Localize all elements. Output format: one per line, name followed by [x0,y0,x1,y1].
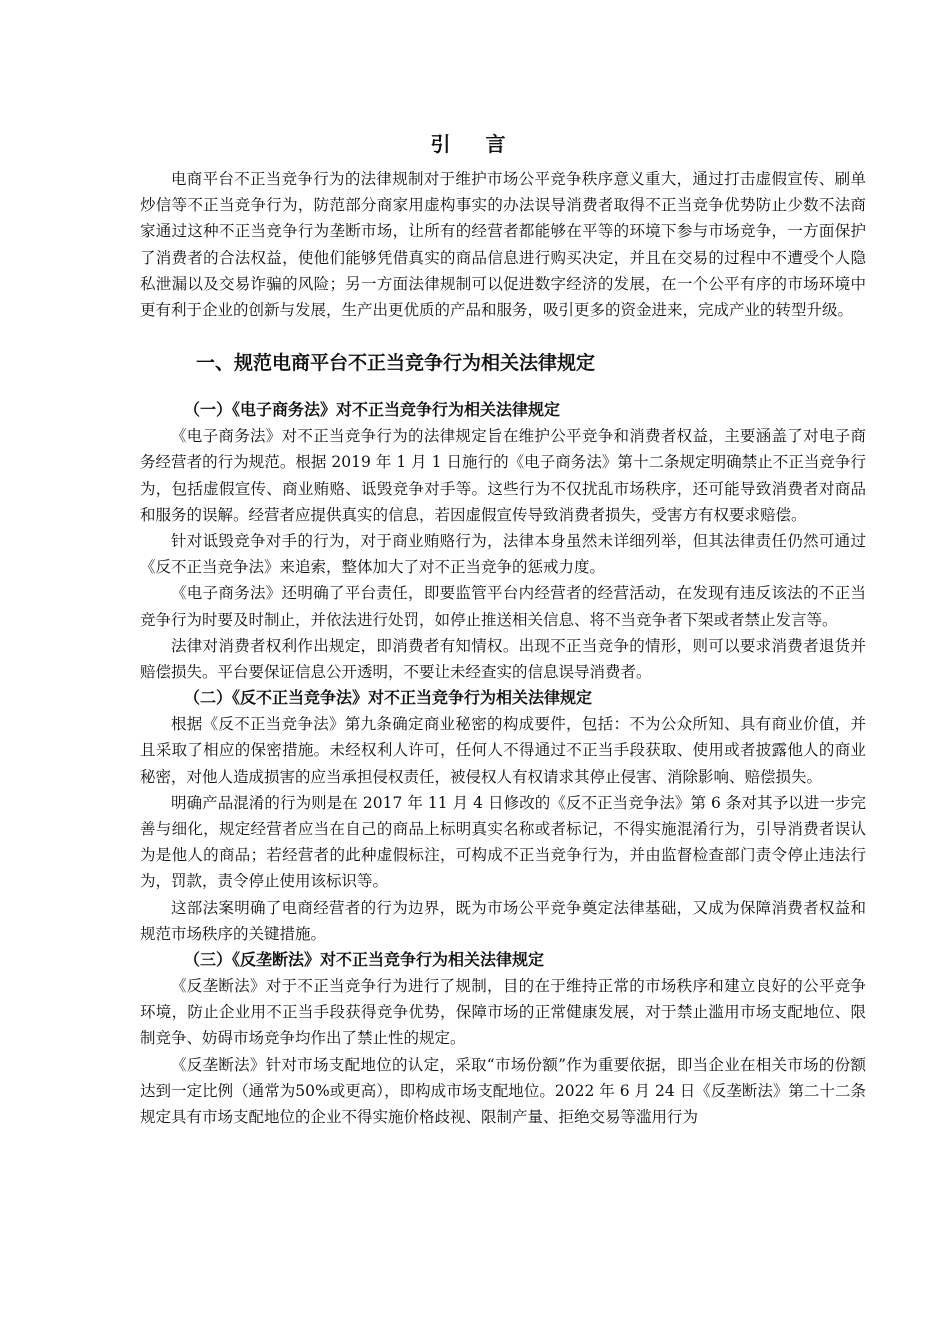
paragraph: 明确产品混淆的行为则是在 2017 年 11 月 4 日修改的《反不正当竞争法》第 6 条对其予以进一步完善与细化，规定经营者应当在自己的商品上标明真实名称或者标记，不得实施混淆行为，引导消费者误认为是他人的商品；若经营者的此种虚假标注，可构成不正当竞争行为，并由监督检查部门责令停止违法行为，罚款，责令停止使用该标识等。 [140,793,866,891]
subsection-heading-3: （三）《反垄断法》对不正当竞争行为相关法律规定 [184,950,545,970]
paragraph: 《反垄断法》针对市场支配地位的认定，采取“市场份额”作为重要依据，即当企业在相关市场的份额达到一定比例（通常为50%或更高），即构成市场支配地位。2022 年 6 月 24 日《反垄断法》第二十二条规定具有市场支配地位的企业不得实施价格歧视、限制产量、拒绝交易等滥用行为 [140,1055,866,1127]
paragraph: 根据《反不正当竞争法》第九条确定商业秘密的构成要件，包括：不为公众所知、具有商业价值，并且采取了相应的保密措施。未经权利人许可，任何人不得通过不正当手段获取、使用或者披露他人的商业秘密，对他人造成损害的应当承担侵权责任，被侵权人有权请求其停止侵害、消除影响、赔偿损失。 [140,715,866,786]
paragraph: 《反垄断法》对于不正当竞争行为进行了规制，目的在于维持正常的市场秩序和建立良好的公平竞争环境，防止企业用不正当手段获得竞争优势，保障市场的正常健康发展，对于禁止滥用市场支配地位、限制竞争、妨碍市场竞争均作出了禁止性的规定。 [140,977,866,1048]
paragraph: 针对诋毁竞争对手的行为，对于商业贿赂行为，法律本身虽然未详细列举，但其法律责任仍然可通过《反不正当竞争法》来追索，整体加大了对不正当竞争的惩戒力度。 [140,532,866,577]
section-heading-1: 一、规范电商平台不正当竞争行为相关法律规定 [196,352,596,375]
paragraph: 法律对消费者权利作出规定，即消费者有知情权。出现不正当竞争的情形，则可以要求消费者退货并赔偿损失。平台要保证信息公开透明，不要让未经查实的信息误导消费者。 [140,636,866,682]
intro-title: 引 言 [430,132,520,156]
intro-paragraph: 电商平台不正当竞争行为的法律规制对于维护市场公平竞争秩序意义重大，通过打击虚假宣传、刷单炒信等不正当竞争行为，防范部分商家用虚构事实的办法误导消费者取得不正当竞争优势防止少数不法商家通过这种不正当竞争行为垄断市场，让所有的经营者都能够在平等的环境下参与市场竞争，一方面保护了消费者的合法权益，使他们能够凭借真实的商品信息进行购买决定，并且在交易的过程中不遭受个人隐私泄漏以及交易诈骗的风险；另一方面法律规制可以促进数字经济的发展，在一个公平有序的市场环境中更有利于企业的创新与发展，生产出更优质的产品和服务，吸引更多的资金进来，完成产业的转型升级。 [140,170,866,320]
document-body [140,166,866,1130]
paragraph: 这部法案明确了电商经营者的行为边界，既为市场公平竞争奠定法律基础，又成为保障消费者权益和规范市场秩序的关键措施。 [140,898,866,943]
paragraph: 《电子商务法》对不正当竞争行为的法律规定旨在维护公平竞争和消费者权益，主要涵盖了对电子商务经营者的行为规范。根据 2019 年 1 月 1 日施行的《电子商务法》第十二条规定明确禁止不正当竞争行为，包括虚假宣传、商业贿赂、诋毁竞争对手等。这些行为不仅扰乱市场秩序，还可能导致消费者对商品和服务的误解。经营者应提供真实的信息，若因虚假宣传导致消费者损失，受害方有权要求赔偿。 [140,427,866,524]
paragraph: 《电子商务法》还明确了平台责任，即要监管平台内经营者的经营活动，在发现有违反该法的不正当竞争行为时要及时制止，并依法进行处罚，如停止推送相关信息、将不当竞争者下架或者禁止发言等。 [140,584,866,629]
subsection-heading-1: （一）《电子商务法》对不正当竞争行为相关法律规定 [184,400,561,420]
subsection-heading-2: （二）《反不正当竞争法》对不正当竞争行为相关法律规定 [184,688,593,708]
